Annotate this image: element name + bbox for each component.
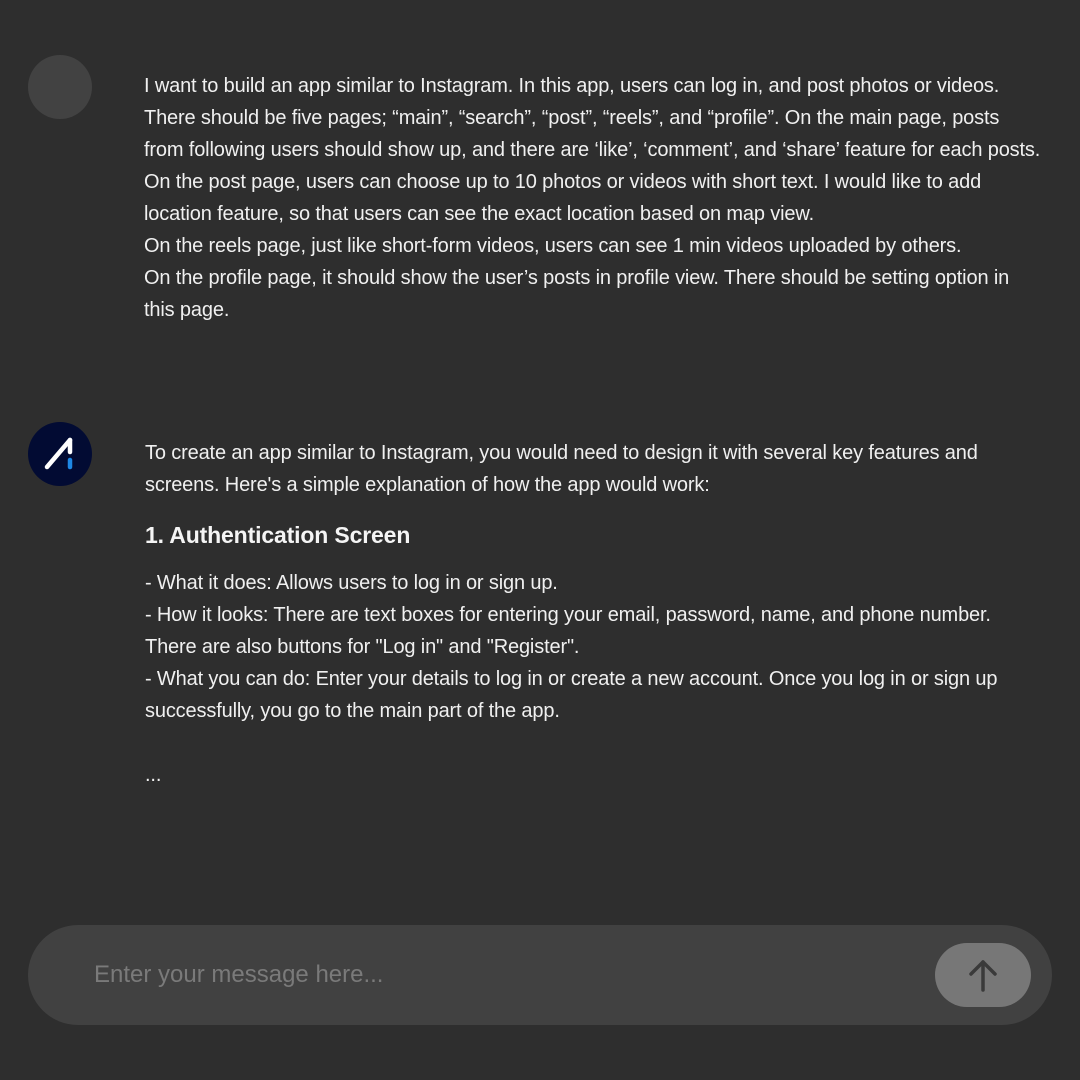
section-heading: 1. Authentication Screen — [145, 522, 411, 548]
assistant-intro: To create an app similar to Instagram, you would need to design it with several key features and screens. Here's a simple explanation of how the app would work: — [145, 442, 978, 496]
spacer — [145, 727, 1045, 759]
message-input[interactable] — [92, 960, 935, 990]
assistant-logo-icon — [28, 422, 92, 486]
bullet-item: - What you can do: Enter your details to log in or create a new account. Once you log in or sign up successfully, you go to the main part of the app. — [145, 668, 998, 722]
ellipsis: ... — [145, 764, 162, 786]
message-composer — [28, 925, 1052, 1025]
send-button[interactable] — [935, 943, 1031, 1007]
user-message-paragraph: On the profile page, it should show the user’s posts in profile view. There should be setting option in this page. — [144, 267, 1010, 321]
user-message-paragraph: On the reels page, just like short-form videos, users can see 1 min videos uploaded by others. — [144, 235, 962, 257]
user-message — [144, 70, 1044, 326]
user-message-paragraph: I want to build an app similar to Instagram. In this app, users can log in, and post photos or videos. There should be five pages; “main”, “search”, “post”, “reels”, and “profile”. On the main page, posts from following users should show up, and there are ‘like’, ‘comment’, and ‘share’ feature for each posts. — [144, 75, 1041, 161]
bullet-item: - How it looks: There are text boxes for entering your email, password, name, and phone number. There are also buttons for "Log in" and "Register". — [145, 604, 991, 658]
user-message-paragraph: On the post page, users can choose up to 10 photos or videos with short text. I would like to add location feature, so that users can see the exact location based on map view. — [144, 171, 982, 225]
user-avatar — [28, 55, 92, 119]
assistant-avatar — [28, 422, 92, 486]
arrow-up-icon — [963, 955, 1003, 995]
assistant-message — [145, 437, 1045, 791]
bullet-item: - What it does: Allows users to log in or sign up. — [145, 572, 558, 594]
